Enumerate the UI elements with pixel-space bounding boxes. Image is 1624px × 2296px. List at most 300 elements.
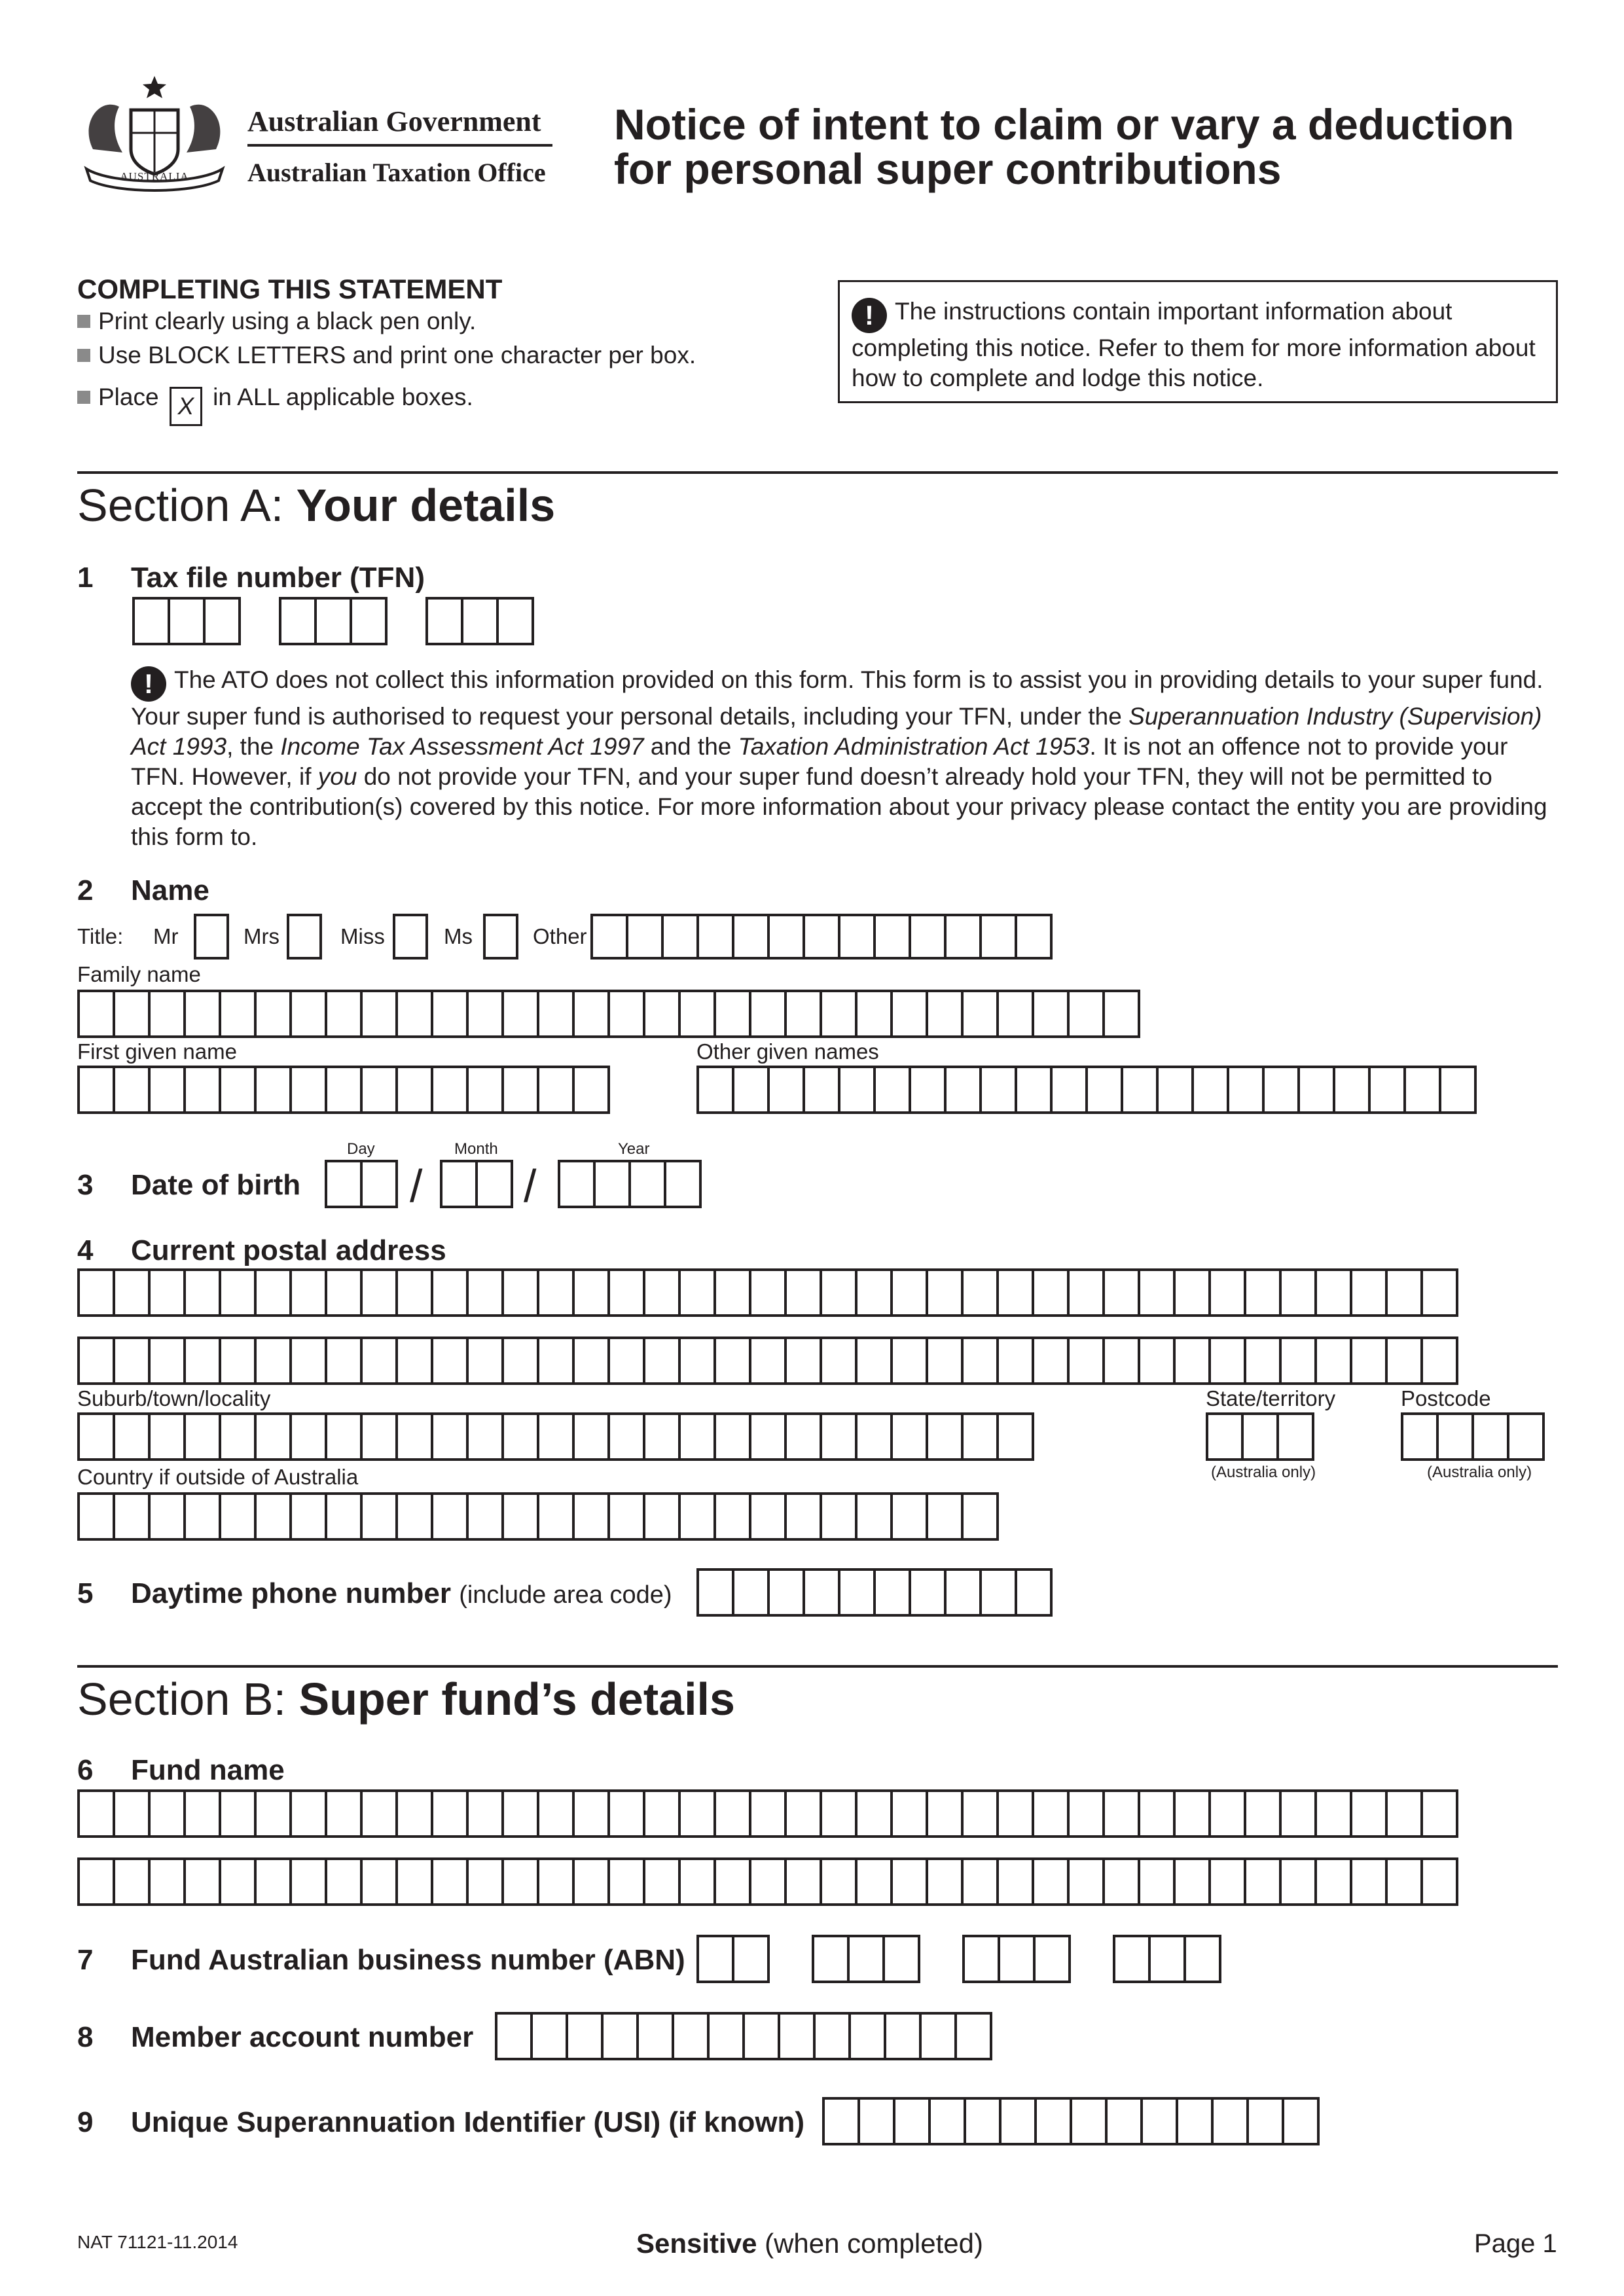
char-box[interactable] — [1244, 1268, 1282, 1317]
char-box[interactable] — [1138, 1268, 1176, 1317]
char-box[interactable] — [1173, 1268, 1211, 1317]
char-box[interactable] — [431, 1857, 469, 1906]
char-box[interactable] — [890, 1268, 928, 1317]
char-box[interactable] — [1032, 1789, 1070, 1838]
char-box[interactable] — [395, 1066, 433, 1114]
char-box[interactable] — [999, 2097, 1037, 2145]
char-box[interactable] — [767, 1568, 805, 1617]
char-box[interactable] — [1173, 1789, 1211, 1838]
char-box[interactable] — [395, 1412, 433, 1461]
char-box[interactable] — [537, 1066, 575, 1114]
char-box[interactable] — [884, 2012, 922, 2060]
char-box[interactable] — [820, 990, 857, 1038]
fund-name-line-1-boxes[interactable] — [77, 1789, 1458, 1838]
char-box[interactable] — [360, 1268, 398, 1317]
char-box[interactable] — [961, 1492, 999, 1541]
char-box[interactable] — [314, 597, 352, 645]
char-box[interactable] — [113, 1857, 151, 1906]
char-box[interactable] — [395, 1789, 433, 1838]
char-box[interactable] — [219, 1857, 257, 1906]
char-box[interactable] — [996, 1412, 1034, 1461]
char-box[interactable] — [749, 1336, 787, 1385]
char-box[interactable] — [1173, 1336, 1211, 1385]
char-box[interactable] — [537, 1857, 575, 1906]
char-box[interactable] — [732, 1066, 770, 1114]
title-mrs-checkbox[interactable] — [287, 914, 322, 960]
char-box[interactable] — [749, 1492, 787, 1541]
char-box[interactable] — [890, 1492, 928, 1541]
char-box[interactable] — [961, 1336, 999, 1385]
char-box[interactable] — [749, 990, 787, 1038]
char-box[interactable] — [254, 1492, 292, 1541]
char-box[interactable] — [203, 597, 241, 645]
char-box[interactable] — [996, 1336, 1034, 1385]
char-box[interactable] — [838, 914, 876, 960]
char-box[interactable] — [964, 2097, 1001, 2145]
char-box[interactable] — [928, 2097, 966, 2145]
char-box[interactable] — [219, 990, 257, 1038]
postcode-boxes[interactable] — [1401, 1412, 1545, 1461]
char-box[interactable] — [572, 1336, 610, 1385]
title-other-boxes[interactable] — [590, 914, 1053, 960]
char-box[interactable] — [812, 1935, 850, 1983]
char-box[interactable] — [501, 1789, 539, 1838]
char-box[interactable] — [466, 1492, 504, 1541]
char-box[interactable] — [360, 1412, 398, 1461]
char-box[interactable] — [1279, 1857, 1317, 1906]
char-box[interactable] — [431, 1492, 469, 1541]
dob-month-boxes[interactable] — [440, 1160, 513, 1208]
char-box[interactable] — [77, 1492, 115, 1541]
char-box[interactable] — [643, 1492, 681, 1541]
char-box[interactable] — [820, 1268, 857, 1317]
tfn-boxes[interactable] — [132, 597, 534, 645]
char-box[interactable] — [254, 1066, 292, 1114]
char-box[interactable] — [1102, 1268, 1140, 1317]
char-box[interactable] — [1015, 1066, 1053, 1114]
char-box[interactable] — [732, 1568, 770, 1617]
char-box[interactable] — [1140, 2097, 1178, 2145]
char-box[interactable] — [1032, 990, 1070, 1038]
family-name-boxes[interactable] — [77, 990, 1140, 1038]
char-box[interactable] — [1034, 2097, 1072, 2145]
char-box[interactable] — [1148, 1935, 1186, 1983]
char-box[interactable] — [713, 1336, 751, 1385]
char-box[interactable] — [643, 990, 681, 1038]
char-box[interactable] — [1208, 1268, 1246, 1317]
char-box[interactable] — [183, 1268, 221, 1317]
char-box[interactable] — [1102, 1789, 1140, 1838]
char-box[interactable] — [325, 1492, 363, 1541]
char-box[interactable] — [678, 990, 716, 1038]
char-box[interactable] — [607, 1336, 645, 1385]
char-box[interactable] — [537, 1789, 575, 1838]
char-box[interactable] — [558, 1160, 596, 1208]
char-box[interactable] — [395, 990, 433, 1038]
char-box[interactable] — [325, 1789, 363, 1838]
char-box[interactable] — [219, 1492, 257, 1541]
char-box[interactable] — [855, 1492, 893, 1541]
char-box[interactable] — [961, 990, 999, 1038]
char-box[interactable] — [696, 914, 734, 960]
char-box[interactable] — [168, 597, 206, 645]
char-box[interactable] — [1314, 1789, 1352, 1838]
char-box[interactable] — [767, 1066, 805, 1114]
char-box[interactable] — [395, 1857, 433, 1906]
char-box[interactable] — [962, 1935, 1000, 1983]
char-box[interactable] — [1368, 1066, 1406, 1114]
char-box[interactable] — [1070, 2097, 1108, 2145]
char-box[interactable] — [820, 1336, 857, 1385]
char-box[interactable] — [855, 1412, 893, 1461]
char-box[interactable] — [1183, 1935, 1221, 1983]
char-box[interactable] — [537, 1268, 575, 1317]
address-line-2-boxes[interactable] — [77, 1336, 1458, 1385]
char-box[interactable] — [643, 1268, 681, 1317]
char-box[interactable] — [1279, 1336, 1317, 1385]
fund-name-line-2-boxes[interactable] — [77, 1857, 1458, 1906]
char-box[interactable] — [572, 1268, 610, 1317]
char-box[interactable] — [803, 1066, 840, 1114]
char-box[interactable] — [661, 914, 699, 960]
char-box[interactable] — [926, 1412, 964, 1461]
char-box[interactable] — [890, 1789, 928, 1838]
char-box[interactable] — [996, 1857, 1034, 1906]
char-box[interactable] — [822, 2097, 860, 2145]
char-box[interactable] — [572, 1857, 610, 1906]
char-box[interactable] — [820, 1789, 857, 1838]
char-box[interactable] — [857, 2097, 895, 2145]
char-box[interactable] — [289, 1066, 327, 1114]
title-ms-checkbox[interactable] — [483, 914, 518, 960]
char-box[interactable] — [219, 1066, 257, 1114]
char-box[interactable] — [219, 1336, 257, 1385]
char-box[interactable] — [803, 1568, 840, 1617]
char-box[interactable] — [882, 1935, 920, 1983]
char-box[interactable] — [1507, 1412, 1545, 1461]
char-box[interactable] — [1350, 1336, 1388, 1385]
char-box[interactable] — [1032, 1336, 1070, 1385]
char-box[interactable] — [148, 1066, 186, 1114]
char-box[interactable] — [325, 1412, 363, 1461]
char-box[interactable] — [1121, 1066, 1159, 1114]
char-box[interactable] — [77, 1857, 115, 1906]
char-box[interactable] — [566, 2012, 604, 2060]
char-box[interactable] — [732, 1935, 770, 1983]
char-box[interactable] — [1403, 1066, 1441, 1114]
char-box[interactable] — [944, 914, 982, 960]
char-box[interactable] — [1279, 1268, 1317, 1317]
char-box[interactable] — [607, 1412, 645, 1461]
char-box[interactable] — [572, 1789, 610, 1838]
char-box[interactable] — [466, 1336, 504, 1385]
char-box[interactable] — [1350, 1268, 1388, 1317]
char-box[interactable] — [855, 1857, 893, 1906]
char-box[interactable] — [1138, 1857, 1176, 1906]
char-box[interactable] — [219, 1268, 257, 1317]
suburb-boxes[interactable] — [77, 1412, 1034, 1461]
char-box[interactable] — [395, 1268, 433, 1317]
char-box[interactable] — [113, 1492, 151, 1541]
char-box[interactable] — [501, 1066, 539, 1114]
dob-day-boxes[interactable] — [325, 1160, 398, 1208]
char-box[interactable] — [1085, 1066, 1123, 1114]
char-box[interactable] — [501, 1412, 539, 1461]
char-box[interactable] — [466, 1857, 504, 1906]
char-box[interactable] — [890, 1412, 928, 1461]
char-box[interactable] — [501, 1492, 539, 1541]
char-box[interactable] — [742, 2012, 780, 2060]
char-box[interactable] — [1206, 1412, 1244, 1461]
char-box[interactable] — [890, 1336, 928, 1385]
char-box[interactable] — [289, 990, 327, 1038]
char-box[interactable] — [289, 1336, 327, 1385]
char-box[interactable] — [1227, 1066, 1265, 1114]
char-box[interactable] — [1191, 1066, 1229, 1114]
char-box[interactable] — [820, 1857, 857, 1906]
char-box[interactable] — [1067, 1268, 1105, 1317]
char-box[interactable] — [593, 1160, 631, 1208]
char-box[interactable] — [926, 1857, 964, 1906]
char-box[interactable] — [707, 2012, 745, 2060]
char-box[interactable] — [325, 1066, 363, 1114]
char-box[interactable] — [749, 1268, 787, 1317]
char-box[interactable] — [572, 1412, 610, 1461]
first-given-name-boxes[interactable] — [77, 1066, 610, 1114]
char-box[interactable] — [696, 1066, 734, 1114]
char-box[interactable] — [183, 990, 221, 1038]
char-box[interactable] — [466, 1066, 504, 1114]
char-box[interactable] — [425, 597, 463, 645]
char-box[interactable] — [678, 1492, 716, 1541]
char-box[interactable] — [1067, 1336, 1105, 1385]
char-box[interactable] — [1113, 1935, 1151, 1983]
char-box[interactable] — [926, 1336, 964, 1385]
char-box[interactable] — [713, 1492, 751, 1541]
char-box[interactable] — [537, 990, 575, 1038]
char-box[interactable] — [183, 1789, 221, 1838]
char-box[interactable] — [1015, 1568, 1053, 1617]
char-box[interactable] — [784, 1268, 822, 1317]
char-box[interactable] — [148, 1336, 186, 1385]
char-box[interactable] — [664, 1160, 702, 1208]
char-box[interactable] — [113, 1412, 151, 1461]
char-box[interactable] — [1033, 1935, 1071, 1983]
char-box[interactable] — [601, 2012, 639, 2060]
char-box[interactable] — [1102, 990, 1140, 1038]
char-box[interactable] — [1032, 1268, 1070, 1317]
char-box[interactable] — [1401, 1412, 1439, 1461]
char-box[interactable] — [77, 1789, 115, 1838]
char-box[interactable] — [1176, 2097, 1214, 2145]
char-box[interactable] — [996, 990, 1034, 1038]
char-box[interactable] — [360, 990, 398, 1038]
char-box[interactable] — [572, 1492, 610, 1541]
char-box[interactable] — [1067, 990, 1105, 1038]
char-box[interactable] — [820, 1492, 857, 1541]
char-box[interactable] — [636, 2012, 674, 2060]
char-box[interactable] — [1211, 2097, 1249, 2145]
char-box[interactable] — [838, 1066, 876, 1114]
char-box[interactable] — [607, 990, 645, 1038]
char-box[interactable] — [219, 1412, 257, 1461]
char-box[interactable] — [873, 914, 911, 960]
char-box[interactable] — [572, 990, 610, 1038]
char-box[interactable] — [148, 1857, 186, 1906]
char-box[interactable] — [926, 990, 964, 1038]
char-box[interactable] — [713, 990, 751, 1038]
char-box[interactable] — [325, 990, 363, 1038]
other-given-names-boxes[interactable] — [696, 1066, 1477, 1114]
char-box[interactable] — [778, 2012, 816, 2060]
char-box[interactable] — [643, 1857, 681, 1906]
char-box[interactable] — [1314, 1268, 1352, 1317]
char-box[interactable] — [1385, 1857, 1423, 1906]
char-box[interactable] — [749, 1789, 787, 1838]
char-box[interactable] — [113, 1789, 151, 1838]
char-box[interactable] — [678, 1789, 716, 1838]
char-box[interactable] — [350, 597, 388, 645]
char-box[interactable] — [643, 1336, 681, 1385]
char-box[interactable] — [961, 1268, 999, 1317]
char-box[interactable] — [713, 1857, 751, 1906]
char-box[interactable] — [979, 1568, 1017, 1617]
char-box[interactable] — [1350, 1857, 1388, 1906]
char-box[interactable] — [77, 1336, 115, 1385]
char-box[interactable] — [501, 990, 539, 1038]
char-box[interactable] — [1420, 1336, 1458, 1385]
char-box[interactable] — [1276, 1412, 1314, 1461]
char-box[interactable] — [495, 2012, 533, 2060]
char-box[interactable] — [431, 1412, 469, 1461]
char-box[interactable] — [183, 1857, 221, 1906]
char-box[interactable] — [784, 1492, 822, 1541]
char-box[interactable] — [1385, 1336, 1423, 1385]
char-box[interactable] — [289, 1412, 327, 1461]
char-box[interactable] — [466, 1268, 504, 1317]
char-box[interactable] — [713, 1789, 751, 1838]
phone-boxes[interactable] — [696, 1568, 1053, 1617]
char-box[interactable] — [360, 1789, 398, 1838]
char-box[interactable] — [148, 1412, 186, 1461]
char-box[interactable] — [607, 1857, 645, 1906]
char-box[interactable] — [855, 1789, 893, 1838]
char-box[interactable] — [289, 1789, 327, 1838]
char-box[interactable] — [572, 1066, 610, 1114]
char-box[interactable] — [219, 1789, 257, 1838]
char-box[interactable] — [113, 1336, 151, 1385]
char-box[interactable] — [1314, 1857, 1352, 1906]
char-box[interactable] — [254, 1857, 292, 1906]
char-box[interactable] — [501, 1336, 539, 1385]
char-box[interactable] — [360, 1160, 398, 1208]
char-box[interactable] — [1244, 1857, 1282, 1906]
char-box[interactable] — [855, 1336, 893, 1385]
char-box[interactable] — [847, 1935, 885, 1983]
char-box[interactable] — [1138, 1336, 1176, 1385]
char-box[interactable] — [431, 1789, 469, 1838]
char-box[interactable] — [998, 1935, 1036, 1983]
char-box[interactable] — [537, 1336, 575, 1385]
char-box[interactable] — [954, 2012, 992, 2060]
char-box[interactable] — [501, 1268, 539, 1317]
char-box[interactable] — [132, 597, 170, 645]
char-box[interactable] — [767, 914, 805, 960]
char-box[interactable] — [1067, 1789, 1105, 1838]
char-box[interactable] — [961, 1412, 999, 1461]
title-mr-checkbox[interactable] — [194, 914, 229, 960]
char-box[interactable] — [643, 1412, 681, 1461]
char-box[interactable] — [590, 914, 628, 960]
char-box[interactable] — [678, 1336, 716, 1385]
char-box[interactable] — [909, 1568, 947, 1617]
char-box[interactable] — [873, 1066, 911, 1114]
char-box[interactable] — [431, 990, 469, 1038]
char-box[interactable] — [537, 1492, 575, 1541]
char-box[interactable] — [713, 1412, 751, 1461]
char-box[interactable] — [1385, 1789, 1423, 1838]
char-box[interactable] — [1067, 1857, 1105, 1906]
char-box[interactable] — [1244, 1789, 1282, 1838]
char-box[interactable] — [1420, 1268, 1458, 1317]
char-box[interactable] — [909, 914, 947, 960]
char-box[interactable] — [784, 1412, 822, 1461]
char-box[interactable] — [1279, 1789, 1317, 1838]
char-box[interactable] — [749, 1412, 787, 1461]
char-box[interactable] — [440, 1160, 478, 1208]
member-account-boxes[interactable] — [495, 2012, 992, 2060]
char-box[interactable] — [1297, 1066, 1335, 1114]
char-box[interactable] — [784, 1336, 822, 1385]
char-box[interactable] — [325, 1268, 363, 1317]
char-box[interactable] — [678, 1857, 716, 1906]
char-box[interactable] — [148, 990, 186, 1038]
char-box[interactable] — [77, 1066, 115, 1114]
char-box[interactable] — [113, 1268, 151, 1317]
char-box[interactable] — [996, 1789, 1034, 1838]
char-box[interactable] — [944, 1066, 982, 1114]
char-box[interactable] — [838, 1568, 876, 1617]
char-box[interactable] — [431, 1336, 469, 1385]
char-box[interactable] — [254, 990, 292, 1038]
char-box[interactable] — [1282, 2097, 1320, 2145]
char-box[interactable] — [1050, 1066, 1088, 1114]
char-box[interactable] — [1420, 1789, 1458, 1838]
char-box[interactable] — [466, 1789, 504, 1838]
char-box[interactable] — [820, 1412, 857, 1461]
char-box[interactable] — [183, 1336, 221, 1385]
char-box[interactable] — [672, 2012, 710, 2060]
char-box[interactable] — [1436, 1412, 1474, 1461]
char-box[interactable] — [678, 1268, 716, 1317]
char-box[interactable] — [713, 1268, 751, 1317]
char-box[interactable] — [1015, 914, 1053, 960]
char-box[interactable] — [279, 597, 317, 645]
char-box[interactable] — [855, 990, 893, 1038]
char-box[interactable] — [1314, 1336, 1352, 1385]
char-box[interactable] — [696, 1935, 734, 1983]
char-box[interactable] — [1333, 1066, 1371, 1114]
char-box[interactable] — [113, 1066, 151, 1114]
char-box[interactable] — [395, 1336, 433, 1385]
char-box[interactable] — [466, 1412, 504, 1461]
char-box[interactable] — [183, 1066, 221, 1114]
char-box[interactable] — [919, 2012, 957, 2060]
abn-boxes[interactable] — [696, 1935, 1221, 1983]
char-box[interactable] — [1156, 1066, 1194, 1114]
char-box[interactable] — [183, 1412, 221, 1461]
country-boxes[interactable] — [77, 1492, 999, 1541]
